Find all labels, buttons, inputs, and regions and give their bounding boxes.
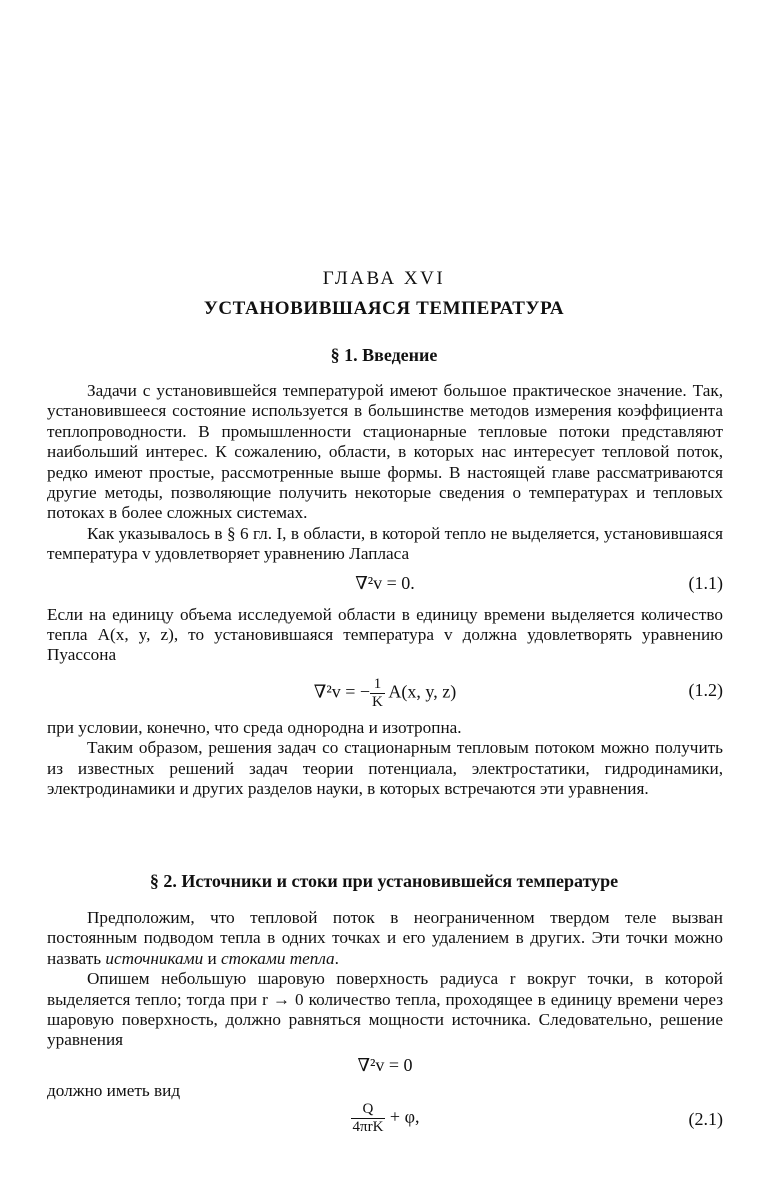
paragraph-conclusion: Таким образом, решения задач со стационарным тепловым потоком можно получить из известных решений задач теории потенциала, электростатики, гидродинамики, электродинамики и других разделов науки, в которых встречаются эти уравнения. <box>47 738 723 799</box>
text-run: и <box>203 948 222 968</box>
fraction-numerator: Q <box>351 1101 386 1119</box>
term-sinks: стоками тепла <box>221 948 335 968</box>
paragraph-condition: при условии, конечно, что среда однородна и изотропна. <box>47 717 462 737</box>
paragraph-poisson-intro: Если на единицу объема исследуемой области в единицу времени выделяется количество тепла A(x, y, z), то установившаяся температура v должна удовлетворять уравнению Пуассона <box>47 604 723 665</box>
equation-1-1 <box>47 565 723 605</box>
equation-1-2-fraction <box>370 676 385 711</box>
equation-1-2-body <box>47 676 723 711</box>
equation-1-1-number: (1.1) <box>688 572 723 593</box>
paragraph-form: должно иметь вид <box>47 1080 181 1100</box>
chapter-label: ГЛАВА XVI <box>322 268 446 289</box>
equation-1-2-lhs: ∇²v = − <box>313 681 371 702</box>
paragraph-sources-sinks <box>47 908 723 969</box>
chapter-title: УСТАНОВИВШАЯСЯ ТЕМПЕРАТУРА <box>203 298 565 319</box>
fraction-denominator: K <box>372 693 383 710</box>
paragraph-intro: Задачи с установившейся температурой имеют большое практическое значение. Так, установившееся состояние используется в большинстве методов измерения коэффициента теплопроводности. В промышленности стационарные тепловые потоки представляют наибольший интерес. К сожалению, области, в которых нас интересует тепловой поток, редко имеют простые, рассмотренные выше формы. В настоящей главе рассматриваются другие методы, позволяющие получить некоторые сведения о температурах и тепловых потоках в более сложных системах. <box>47 381 723 523</box>
fraction-numerator: 1 <box>370 676 385 694</box>
equation-2-1-fraction <box>351 1101 386 1136</box>
equation-1-2 <box>47 666 723 718</box>
equation-2-1-rhs: + φ, <box>389 1106 420 1127</box>
text-run: . <box>334 948 339 968</box>
text-run: Предположим, что тепловой поток в неограниченном твердом теле вызван постоянным подводом тепла в одних точках и его удалением в других. Эти точки можно назвать <box>47 908 723 968</box>
section-2-title: § 2. Источники и стоки при установившейся температуре <box>149 871 619 891</box>
paragraph-sphere: Опишем небольшую шаровую поверхность радиуса r вокруг точки, в которой выделяется тепло; тогда при r → 0 количество тепла, проходящее в единицу времени через шаровую поверхность, должно равняться мощности источника. Следовательно, решение уравнения <box>47 969 723 1050</box>
equation-2-1-body <box>47 1101 723 1136</box>
section-1-title: § 1. Введение <box>330 345 438 365</box>
fraction-denominator: 4πrK <box>352 1119 384 1136</box>
section-1-body <box>47 381 723 800</box>
equation-laplace-repeat-body: ∇²v = 0 <box>357 1054 413 1075</box>
section-2-body <box>47 908 723 1145</box>
equation-2-1-number: (2.1) <box>688 1109 723 1130</box>
equation-laplace-repeat <box>47 1051 723 1081</box>
equation-1-2-rhs: A(x, y, z) <box>388 681 457 702</box>
equation-2-1 <box>47 1101 723 1145</box>
term-sources: источниками <box>105 948 204 968</box>
paragraph-laplace-intro: Как указывалось в § 6 гл. I, в области, в которой тепло не выделяется, установившаяся температура v удовлетворяет уравнению Лапласа <box>47 523 723 564</box>
equation-1-2-number: (1.2) <box>688 679 723 700</box>
equation-1-1-body: ∇²v = 0. <box>355 572 415 593</box>
